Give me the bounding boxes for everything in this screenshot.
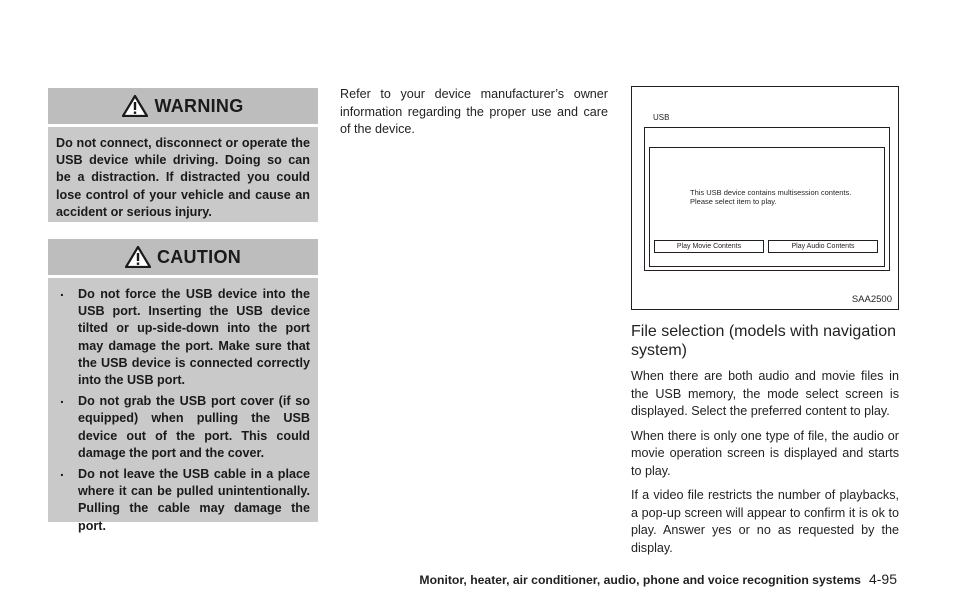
- play-movie-button: Play Movie Contents: [654, 240, 764, 253]
- section-paragraph: If a video file restricts the number of playbacks, a pop-up screen will appear to confirm it is ok to play. Answer yes or no as requested by the display.: [631, 488, 899, 555]
- section-heading: File selection (models with navigation system): [631, 323, 897, 359]
- figure-code: SAA2500: [851, 294, 892, 305]
- section-paragraph: When there is only one type of file, the audio or movie operation screen is displayed and starts to play.: [631, 428, 899, 478]
- caution-heading: CAUTION: [156, 246, 242, 267]
- usb-screen-title: USB: [653, 113, 670, 122]
- file-selection-section: [631, 322, 899, 564]
- usb-screen-frame: [644, 113, 890, 271]
- warning-box: [48, 88, 318, 222]
- device-care-text: Refer to your device manufacturer’s owner information regarding the proper use and care of the device.: [340, 87, 608, 136]
- caution-icon: [125, 246, 151, 268]
- usb-screen-dialog: [649, 147, 885, 267]
- caution-box: [48, 239, 318, 533]
- warning-text: Do not connect, disconnect or operate the USB device while driving. Doing so can be a distraction. If distracted you could lose control of your vehicle and cause an accident or serious injury.: [56, 136, 310, 219]
- footer-title: Monitor, heater, air conditioner, audio, phone and voice recognition systems: [419, 573, 861, 587]
- warning-header: [48, 88, 318, 127]
- caution-header: [48, 239, 318, 278]
- page-number: 4-95: [868, 571, 897, 587]
- usb-screen-figure: [631, 86, 899, 310]
- section-paragraph: When there are both audio and movie files in the USB memory, the mode select screen is displayed. Select the preferred content to play.: [631, 369, 899, 418]
- usb-message-line-1: This USB device contains multisession contents.: [690, 188, 852, 197]
- play-audio-button: Play Audio Contents: [768, 240, 878, 253]
- usb-screen-message: [690, 188, 851, 206]
- caution-item: . Do not force the USB device into the USB port. Inserting the USB device tilted or up-side-down into the port may damage the port. Make sure that the USB device is connected correctly into the USB port.: [56, 286, 310, 389]
- caution-list: [48, 278, 318, 535]
- warning-heading: WARNING: [154, 95, 244, 116]
- caution-item: . Do not leave the USB cable in a place where it can be pulled unintentionally. Pulling the cable may damage the port.: [56, 466, 310, 535]
- page-footer: [419, 571, 897, 587]
- warning-icon: [122, 95, 148, 117]
- caution-item: . Do not grab the USB port cover (if so equipped) when pulling the USB device out of the port. This could damage the port and the cover.: [56, 393, 310, 462]
- usb-message-line-2: Please select item to play.: [690, 197, 777, 206]
